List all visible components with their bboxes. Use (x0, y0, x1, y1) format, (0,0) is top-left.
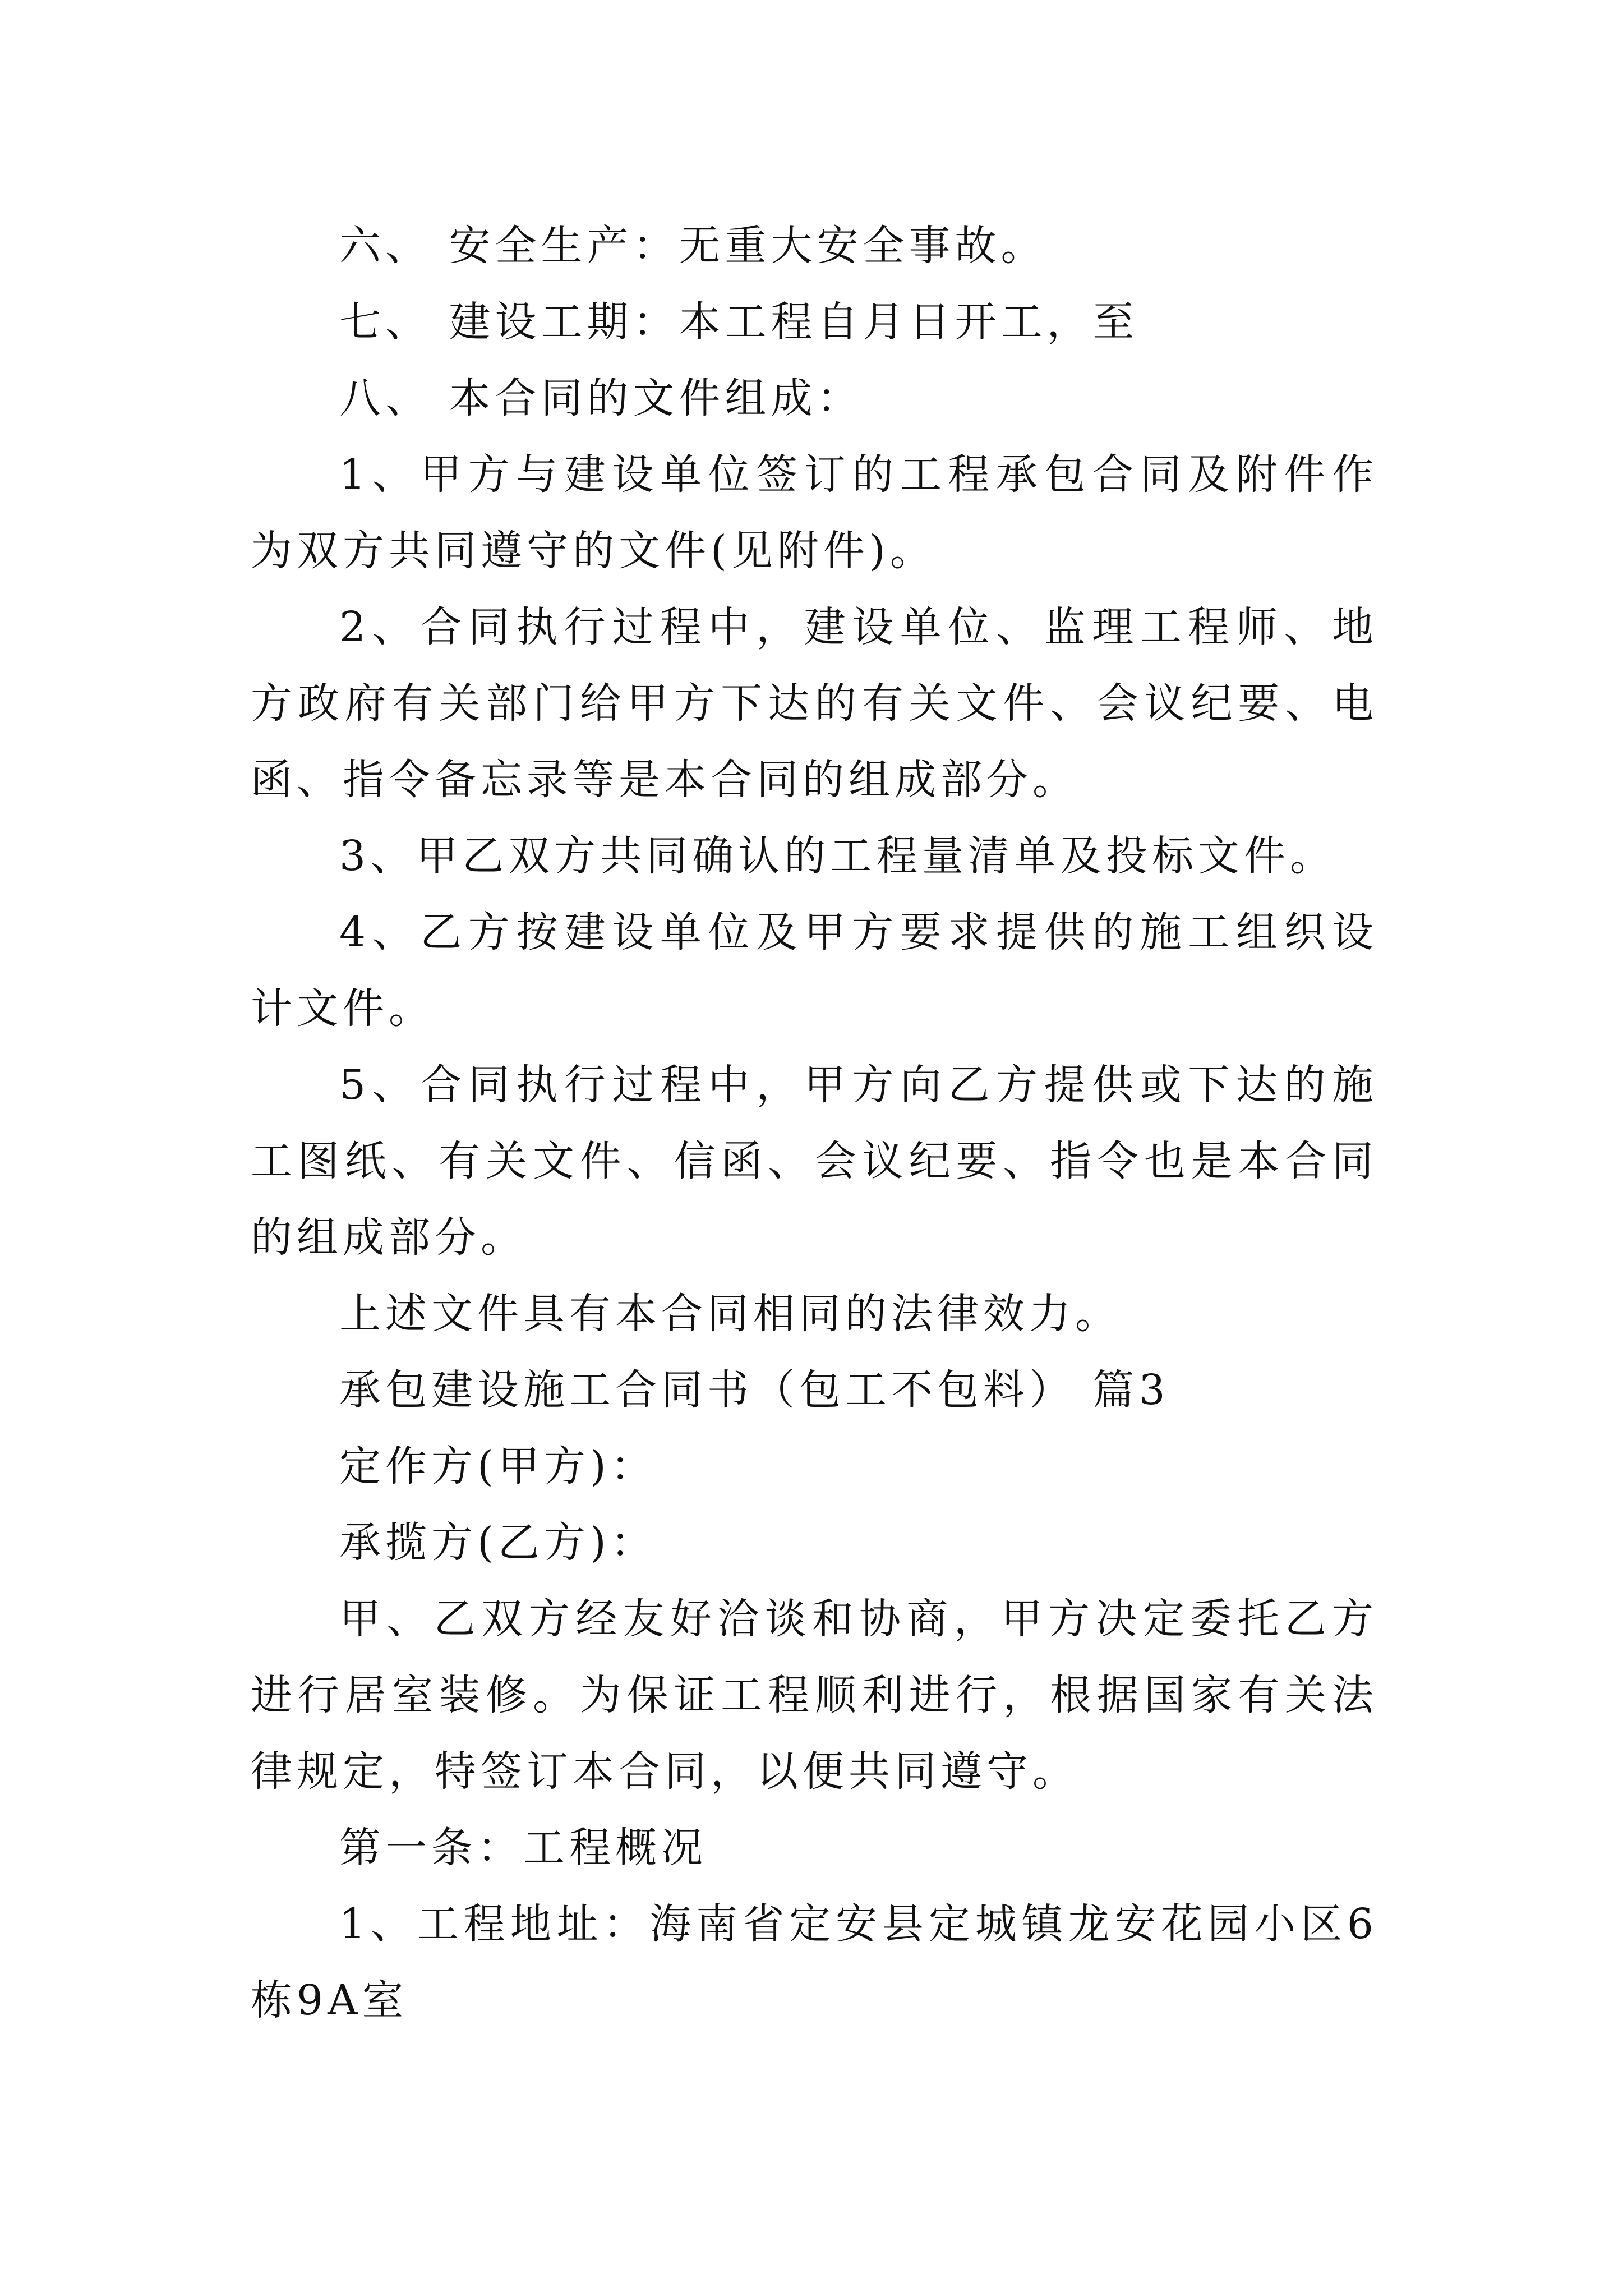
paragraph-item-4: 4、乙方按建设单位及甲方要求提供的施工组织设计文件。 (251, 908, 1378, 1033)
paragraph-construction-period: 七、 建设工期：本工程自月日开工，至 (339, 298, 1139, 346)
paragraph-legal-effect: 上述文件具有本合同相同的法律效力。 (339, 1290, 1121, 1338)
paragraph-safety: 六、 安全生产：无重大安全事故。 (339, 222, 1047, 270)
party-b-label: 承揽方(乙方)： (339, 1519, 657, 1567)
paragraph-project-address: 1、工程地址：海南省定安县定城镇龙安花园小区6栋9A室 (251, 1900, 1378, 2024)
party-a-label: 定作方(甲方)： (339, 1442, 657, 1490)
paragraph-contract-documents: 八、 本合同的文件组成： (339, 374, 863, 422)
paragraph-item-3: 3、甲乙双方共同确认的工程量清单及投标文件。 (339, 832, 1336, 880)
paragraph-item-1: 1、甲方与建设单位签订的工程承包合同及附件作为双方共同遵守的文件(见附件)。 (251, 450, 1378, 575)
paragraph-item-2: 2、合同执行过程中，建设单位、监理工程师、地方政府有关部门给甲方下达的有关文件、会议纪要、电函、指令备忘录等是本合同的组成部分。 (251, 603, 1378, 804)
paragraph-item-5: 5、合同执行过程中，甲方向乙方提供或下达的施工图纸、有关文件、信函、会议纪要、指令也是本合同的组成部分。 (251, 1061, 1378, 1262)
paragraph-agreement-intro: 甲、乙双方经友好洽谈和协商，甲方决定委托乙方进行居室装修。为保证工程顺利进行，根据国家有关法律规定，特签订本合同，以便共同遵守。 (251, 1595, 1378, 1796)
article-1-heading: 第一条：工程概况 (339, 1824, 707, 1872)
document-body (251, 208, 1378, 2039)
section-heading-contract-3: 承包建设施工合同书（包工不包料） 篇3 (339, 1366, 1170, 1414)
